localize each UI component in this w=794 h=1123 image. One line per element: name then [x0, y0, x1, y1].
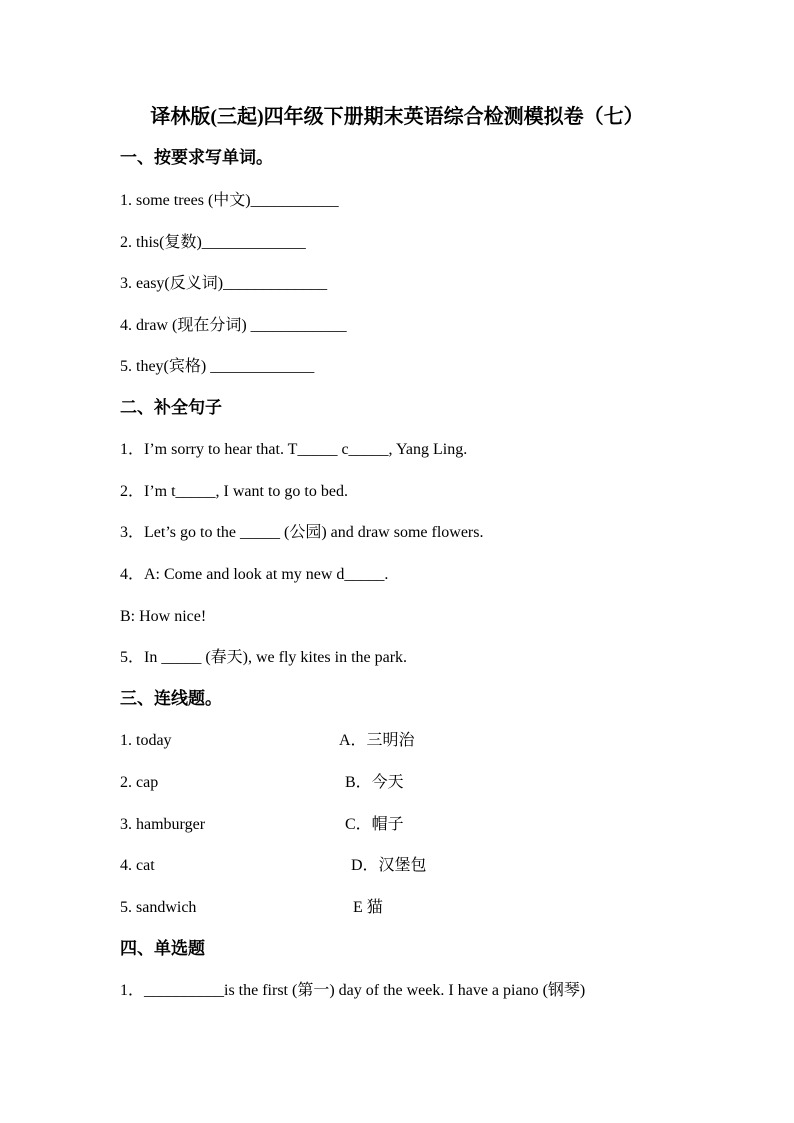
match-right-d: D．汉堡包	[351, 857, 427, 874]
s1-item-3: 3. easy(反义词)_____________	[120, 275, 328, 292]
match-left-4: 4. cat	[120, 857, 155, 874]
match-left-1: 1. today	[120, 732, 172, 749]
match-right-b: B．今天	[345, 774, 404, 791]
match-left-2: 2. cap	[120, 774, 159, 791]
s2-item-3: 3．Let’s go to the _____ (公园) and draw some flowers.	[120, 524, 484, 541]
match-left-3: 3. hamburger	[120, 816, 206, 833]
page-title: 译林版(三起)四年级下册期末英语综合检测模拟卷（七）	[150, 106, 644, 128]
section-2-heading: 二、补全句子	[120, 398, 222, 417]
s1-item-1: 1. some trees (中文)___________	[120, 192, 339, 209]
s2-item-4-reply: B: How nice!	[120, 608, 207, 625]
s2-item-4: 4．A: Come and look at my new d_____.	[120, 566, 389, 583]
s4-item-1: 1．__________is the first (第一) day of the week. I have a piano (钢琴)	[120, 982, 586, 999]
match-right-c: C．帽子	[345, 816, 404, 833]
section-1-heading: 一、按要求写单词。	[120, 148, 273, 167]
s1-item-4: 4. draw (现在分词) ____________	[120, 317, 347, 334]
match-left-5: 5. sandwich	[120, 899, 197, 916]
s2-item-1: 1．I’m sorry to hear that. T_____ c_____, Yang Ling.	[120, 441, 468, 458]
s2-item-2: 2．I’m t_____, I want to go to bed.	[120, 483, 348, 500]
section-4-heading: 四、单选题	[120, 939, 205, 958]
match-right-e: E 猫	[353, 899, 383, 916]
section-3-heading: 三、连线题。	[120, 689, 222, 708]
s2-item-5: 5．In _____ (春天), we fly kites in the park.	[120, 649, 408, 666]
s1-item-5: 5. they(宾格) _____________	[120, 358, 315, 375]
match-right-a: A．三明治	[339, 732, 415, 749]
s1-item-2: 2. this(复数)_____________	[120, 234, 306, 251]
